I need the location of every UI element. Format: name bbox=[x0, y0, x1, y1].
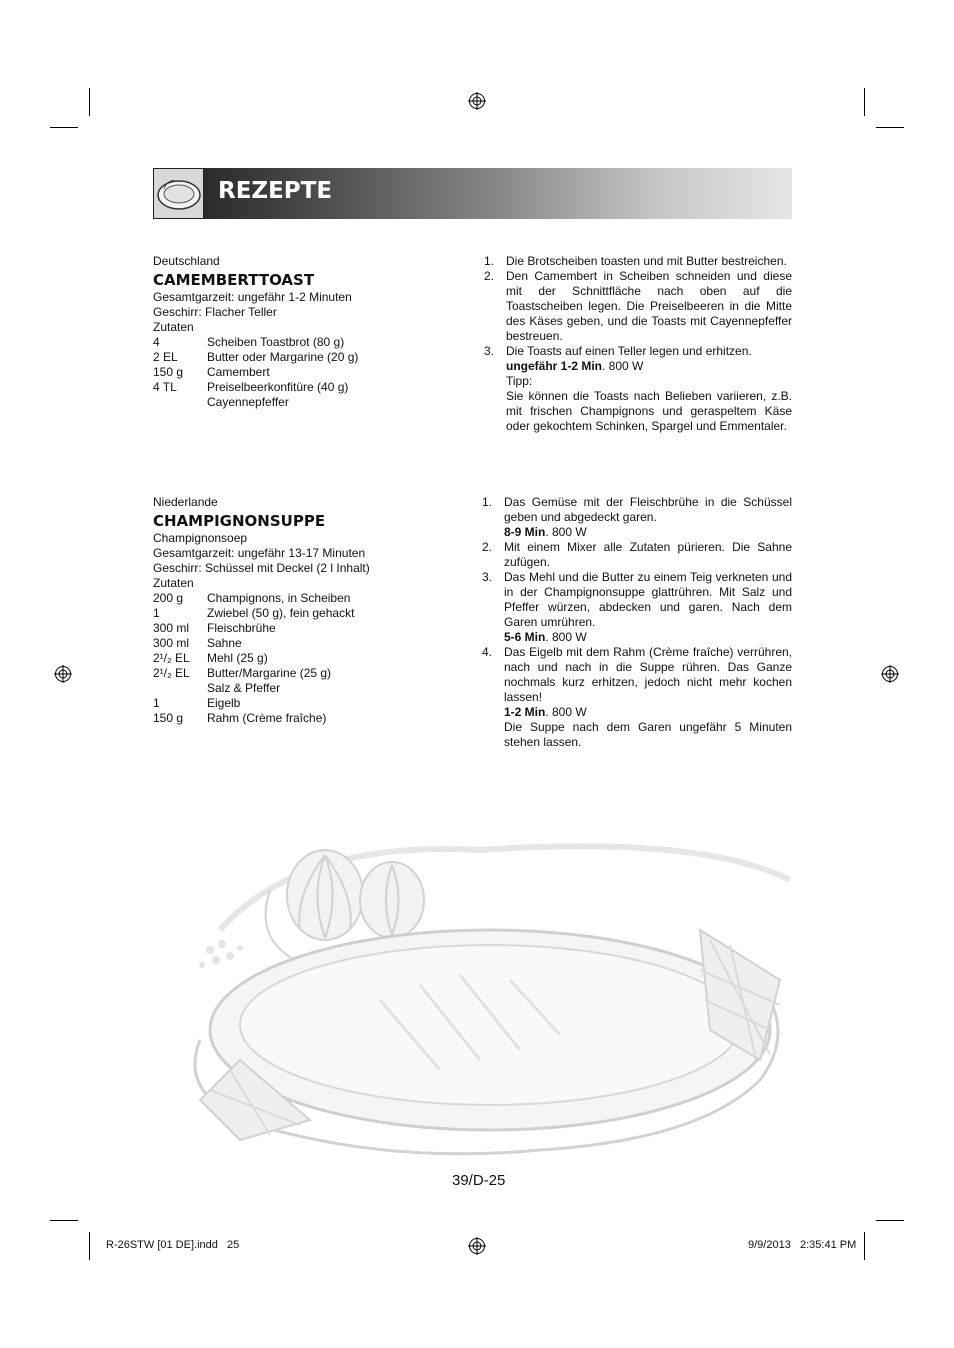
ingredient-name: Scheiben Toastbrot (80 g) bbox=[207, 335, 345, 349]
page-number: 39/D-25 bbox=[452, 1172, 506, 1189]
recipe-champignonsuppe-info bbox=[153, 495, 453, 726]
registration-mark-icon bbox=[54, 665, 72, 683]
ingredient-quantity bbox=[153, 681, 207, 696]
ingredient-row bbox=[153, 711, 453, 726]
dish-icon bbox=[153, 168, 204, 219]
cook-power: . 800 W bbox=[545, 630, 587, 644]
recipe-title: CAMEMBERTTOAST bbox=[153, 271, 315, 289]
ingredient-row bbox=[153, 681, 453, 696]
ingredient-row bbox=[153, 651, 453, 666]
ingredient-row bbox=[153, 606, 453, 621]
ingredient-row bbox=[153, 621, 453, 636]
ingredient-quantity: 300 ml bbox=[153, 621, 190, 635]
step-number: 3. bbox=[484, 344, 495, 358]
recipe-info-line: Gesamtgarzeit: ungefähr 13-17 Minuten bbox=[153, 546, 366, 560]
ingredient-quantity: 200 g bbox=[153, 591, 184, 605]
ingredient-row bbox=[153, 365, 453, 380]
crop-mark bbox=[876, 1220, 904, 1221]
ingredient-name: Cayennepfeffer bbox=[207, 395, 289, 409]
crop-mark bbox=[864, 88, 865, 116]
step-text: Den Camembert in Scheiben schneiden und diese mit der Schnittfläche nach oben auf die Toastscheiben legen. Die Preiselbeeren in die Mitte des Käses geben, und die Toasts mit Cayennepfeffer bestreuen. bbox=[506, 269, 792, 343]
step-number: 3. bbox=[482, 570, 493, 584]
registration-mark-icon bbox=[881, 665, 899, 683]
step-text: Die Toasts auf einen Teller legen und erhitzen. bbox=[506, 344, 752, 358]
ingredient-row bbox=[153, 395, 453, 410]
ingredient-name: Preiselbeerkonfitüre (40 g) bbox=[207, 380, 349, 394]
ingredient-name: Butter oder Margarine (20 g) bbox=[207, 350, 359, 364]
step-item bbox=[482, 570, 792, 645]
recipe-champignonsuppe-steps bbox=[482, 495, 792, 750]
step-number: 4. bbox=[482, 645, 493, 659]
ingredient-name: Champignons, in Scheiben bbox=[207, 591, 351, 605]
step-number: 1. bbox=[484, 254, 495, 268]
ingredient-row bbox=[153, 696, 453, 711]
ingredient-row bbox=[153, 350, 453, 365]
crop-mark bbox=[876, 127, 904, 128]
ingredient-quantity: 2 EL bbox=[153, 350, 178, 364]
recipe-info-line: Zutaten bbox=[153, 576, 194, 590]
ingredient-row bbox=[153, 636, 453, 651]
ingredient-name: Sahne bbox=[207, 636, 242, 650]
step-item bbox=[484, 254, 792, 269]
recipe-country: Niederlande bbox=[153, 495, 218, 509]
ingredient-quantity: 1 bbox=[153, 696, 160, 710]
cook-time: 1-2 Min bbox=[504, 705, 546, 719]
registration-mark-icon bbox=[468, 92, 486, 110]
cook-power: . 800 W bbox=[545, 705, 587, 719]
ingredient-row bbox=[153, 591, 453, 606]
recipe-info-line: Geschirr: Schüssel mit Deckel (2 l Inhalt) bbox=[153, 561, 370, 575]
ingredient-row bbox=[153, 666, 453, 681]
ingredient-name: Zwiebel (50 g), fein gehackt bbox=[207, 606, 355, 620]
step-item bbox=[484, 344, 792, 434]
recipe-info-line: Champignonsoep bbox=[153, 531, 248, 545]
registration-mark-icon bbox=[468, 1237, 486, 1255]
ingredient-name: Fleischbrühe bbox=[207, 621, 276, 635]
crop-mark bbox=[89, 1232, 90, 1260]
footer-timestamp: 9/9/2013 2:35:41 PM bbox=[748, 1239, 857, 1251]
ingredient-name: Eigelb bbox=[207, 696, 241, 710]
step-item bbox=[482, 495, 792, 540]
ingredient-quantity: 1 bbox=[153, 606, 160, 620]
recipe-country: Deutschland bbox=[153, 254, 220, 268]
ingredient-quantity bbox=[153, 395, 207, 410]
cook-power: . 800 W bbox=[545, 525, 587, 539]
step-number: 2. bbox=[484, 269, 495, 283]
step-item bbox=[484, 269, 792, 344]
ingredient-quantity: 2¹/₂ EL bbox=[153, 651, 190, 665]
recipe-camemberttoast-steps bbox=[484, 254, 792, 434]
crop-mark bbox=[89, 88, 90, 116]
crop-mark bbox=[50, 1220, 78, 1221]
dish-illustration bbox=[180, 820, 800, 1160]
step-text: Die Brotscheiben toasten und mit Butter bestreichen. bbox=[506, 254, 787, 268]
step-note: Die Suppe nach dem Garen ungefähr 5 Minuten stehen lassen. bbox=[504, 720, 792, 749]
ingredient-quantity: 300 ml bbox=[153, 636, 190, 650]
ingredient-quantity: 4 TL bbox=[153, 380, 177, 394]
ingredient-quantity: 4 bbox=[153, 335, 160, 349]
crop-mark bbox=[864, 1232, 865, 1260]
cook-time: 8-9 Min bbox=[504, 525, 546, 539]
step-item bbox=[482, 540, 792, 570]
step-number: 2. bbox=[482, 540, 493, 554]
step-text: Mit einem Mixer alle Zutaten pürieren. Die Sahne zufügen. bbox=[504, 540, 792, 569]
step-item bbox=[482, 645, 792, 750]
ingredient-row bbox=[153, 335, 453, 350]
crop-mark bbox=[50, 127, 78, 128]
cook-power: . 800 W bbox=[602, 359, 644, 373]
ingredient-name: Rahm (Crème fraîche) bbox=[207, 711, 327, 725]
step-number: 1. bbox=[482, 495, 493, 509]
ingredient-quantity: 150 g bbox=[153, 711, 184, 725]
ingredient-name: Mehl (25 g) bbox=[207, 651, 268, 665]
ingredient-quantity: 2¹/₂ EL bbox=[153, 666, 190, 680]
footer-file-info: R-26STW [01 DE].indd 25 bbox=[106, 1239, 240, 1251]
step-text: Das Mehl und die Butter zu einem Teig verkneten und in der Champignonsuppe glattrühren. Mit Salz und Pfeffer würzen, abdecken und garen. Nach dem Garen umrühren. bbox=[504, 570, 792, 629]
ingredient-row bbox=[153, 380, 453, 395]
recipe-info-line: Zutaten bbox=[153, 320, 194, 334]
ingredient-name: Camembert bbox=[207, 365, 270, 379]
ingredient-name: Butter/Margarine (25 g) bbox=[207, 666, 332, 680]
recipe-info-line: Gesamtgarzeit: ungefähr 1-2 Minuten bbox=[153, 290, 352, 304]
step-text: Das Gemüse mit der Fleischbrühe in die Schüssel geben und abgedeckt garen. bbox=[504, 495, 792, 524]
recipe-info-line: Geschirr: Flacher Teller bbox=[153, 305, 277, 319]
cook-time: 5-6 Min bbox=[504, 630, 546, 644]
step-text: Das Eigelb mit dem Rahm (Crème fraîche) verrühren, nach und nach in die Suppe rühren. Das Ganze nochmals kurz erhitzen, jedoch nicht mehr kochen lassen! bbox=[504, 645, 792, 704]
ingredient-name: Salz & Pfeffer bbox=[207, 681, 281, 695]
tip-label: Tipp: bbox=[506, 374, 533, 388]
tip-text: Sie können die Toasts nach Belieben variieren, z.B. mit frischen Champignons und geraspeltem Käse oder gekochtem Schinken, Spargel und Emmentaler. bbox=[506, 389, 792, 433]
recipe-title: CHAMPIGNONSUPPE bbox=[153, 512, 326, 530]
page-title: REZEPTE bbox=[218, 178, 333, 204]
ingredient-quantity: 150 g bbox=[153, 365, 184, 379]
cook-time: ungefähr 1-2 Min bbox=[506, 359, 603, 373]
recipe-camemberttoast-info bbox=[153, 254, 453, 410]
